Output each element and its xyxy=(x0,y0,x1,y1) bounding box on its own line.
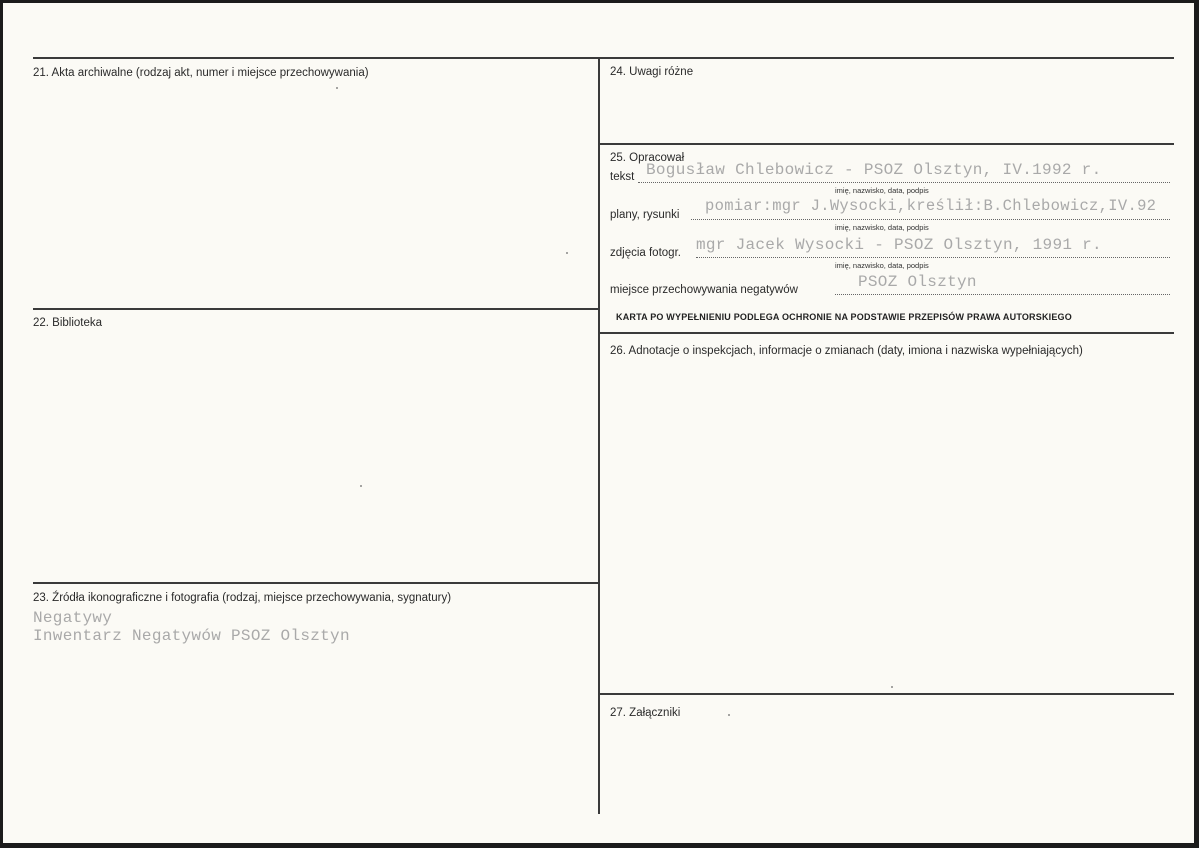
section-21-label: 21. Akta archiwalne (rodzaj akt, numer i miejsce przechowywania) xyxy=(33,67,369,79)
paper-speck xyxy=(336,87,338,89)
plany-dotted-line xyxy=(691,219,1170,220)
paper-speck xyxy=(728,714,730,716)
plany-caption: imię, nazwisko, data, podpis xyxy=(835,223,929,232)
section-24-label: 24. Uwagi różne xyxy=(610,66,694,78)
center-divider xyxy=(598,57,600,814)
section-27-label: 27. Załączniki xyxy=(610,707,681,719)
section-23-label: 23. Źródła ikonograficzne i fotografia (rodzaj, miejsce przechowywania, sygnatury) xyxy=(33,592,452,604)
section-25-label: 25. Opracował xyxy=(610,152,685,164)
miejsce-dotted-line xyxy=(835,294,1170,295)
plany-label: plany, rysunki xyxy=(610,209,680,221)
rule-25-26 xyxy=(599,332,1174,334)
zdjecia-label: zdjęcia fotogr. xyxy=(610,247,681,259)
section-23-line-2: Inwentarz Negatywów PSOZ Olsztyn xyxy=(33,627,350,645)
zdjecia-caption: imię, nazwisko, data, podpis xyxy=(835,261,929,270)
rule-21-22 xyxy=(33,308,599,310)
paper-speck xyxy=(360,485,362,487)
zdjecia-dotted-line xyxy=(696,257,1170,258)
rule-26-27 xyxy=(599,693,1174,695)
tekst-caption: imię, nazwisko, data, podpis xyxy=(835,186,929,195)
miejsce-value: PSOZ Olsztyn xyxy=(858,273,977,291)
tekst-label: tekst xyxy=(610,171,635,183)
zdjecia-value: mgr Jacek Wysocki - PSOZ Olsztyn, 1991 r. xyxy=(696,236,1102,254)
rule-24-25 xyxy=(599,143,1174,145)
rule-22-23 xyxy=(33,582,599,584)
copyright-notice: KARTA PO WYPEŁNIENIU PODLEGA OCHRONIE NA PODSTAWIE PRZEPISÓW PRAWA AUTORSKIEGO xyxy=(616,312,1072,322)
top-rule xyxy=(33,57,1174,59)
paper-speck xyxy=(891,686,893,688)
section-22-label: 22. Biblioteka xyxy=(33,317,103,329)
paper-speck xyxy=(566,252,568,254)
miejsce-label: miejsce przechowywania negatywów xyxy=(610,284,798,296)
tekst-value: Bogusław Chlebowicz - PSOZ Olsztyn, IV.1992 r. xyxy=(646,161,1102,179)
plany-value: pomiar:mgr J.Wysocki,kreślił:B.Chlebowicz,IV.92 xyxy=(705,197,1157,215)
tekst-dotted-line xyxy=(638,182,1170,183)
section-26-label: 26. Adnotacje o inspekcjach, informacje o zmianach (daty, imiona i nazwiska wypełniających) xyxy=(610,345,1083,357)
section-23-line-1: Negatywy xyxy=(33,609,113,627)
form-card xyxy=(3,3,1194,843)
